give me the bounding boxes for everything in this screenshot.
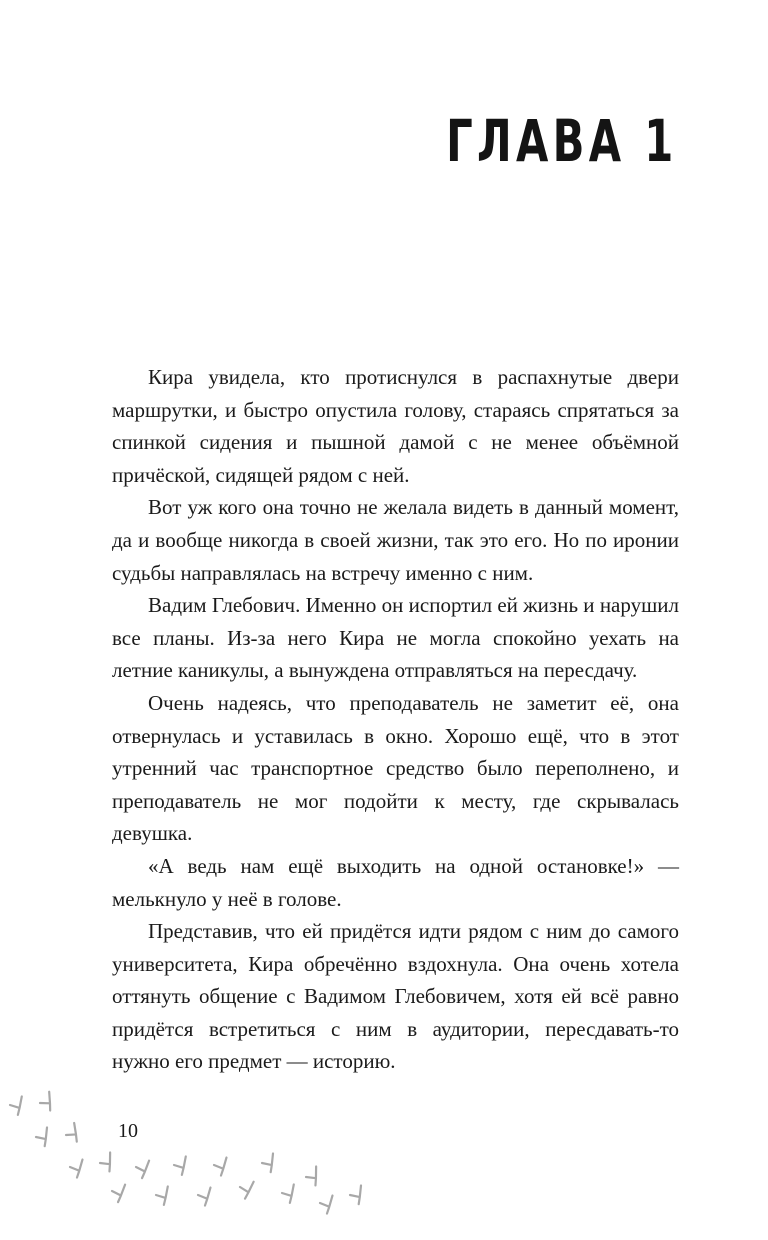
page-number: 10 <box>118 1120 138 1142</box>
bird-icon <box>213 1158 231 1177</box>
flying-birds-icon <box>0 1085 380 1235</box>
paragraph: «А ведь нам ещё выходить на одной остановке!» — мелькнуло у неё в голове. <box>112 853 679 911</box>
bird-icon <box>304 1167 324 1188</box>
bird-icon <box>260 1153 279 1173</box>
bird-icon <box>34 1127 53 1147</box>
bird-icon <box>240 1182 255 1199</box>
bird-icon <box>98 1153 118 1174</box>
bird-icon <box>319 1196 337 1215</box>
paragraph: Вот уж кого она точно не желала видеть в данный момент, да и вообще никогда в своей жизни, так это его. Но по иронии судьбы направлялась на встречу именно с ним. <box>112 495 679 585</box>
bird-icon <box>173 1156 192 1176</box>
bird-icon <box>281 1184 300 1204</box>
paragraph: Вадим Глебович. Именно он испортил ей жизнь и нарушил все планы. Из-за него Кира не могла спокойно уехать на летние каникулы, а вынуждена отправляться на пересдачу. <box>112 593 679 683</box>
bird-icon <box>197 1188 215 1207</box>
bird-icon <box>348 1185 367 1205</box>
paragraph: Кира увидела, кто протиснулся в распахнутые двери маршрутки, и быстро опустила голову, стараясь спрятаться за спинкой сидения и пышной дамой с не менее объёмной причёской, сидящей рядом с ней. <box>112 365 679 487</box>
bird-icon <box>69 1160 87 1179</box>
bird-icon <box>63 1123 84 1144</box>
chapter-title: ГЛАВА 1 <box>446 107 678 175</box>
bird-icon <box>155 1186 174 1206</box>
bird-icon <box>135 1161 152 1179</box>
bird-icon <box>9 1096 28 1116</box>
paragraph: Представив, что ей придётся идти рядом с ним до самого университета, Кира обречённо вздохнула. Она очень хотела оттянуть общение с Вадимом Глебовичем, хотя ей всё равно придётся встретиться с ним в аудитории, пересдавать-то нужно его предмет — историю. <box>112 919 679 1074</box>
bird-icon <box>38 1092 59 1113</box>
bird-icon <box>111 1185 128 1203</box>
paragraph: Очень надеясь, что преподаватель не заметит её, она отвернулась и уставилась в окно. Хорошо ещё, что в этот утренний час транспортное средство было переполнено, и преподаватель не мог подойти к месту, где скрывалась девушка. <box>112 690 679 846</box>
chapter-body <box>112 361 679 1078</box>
